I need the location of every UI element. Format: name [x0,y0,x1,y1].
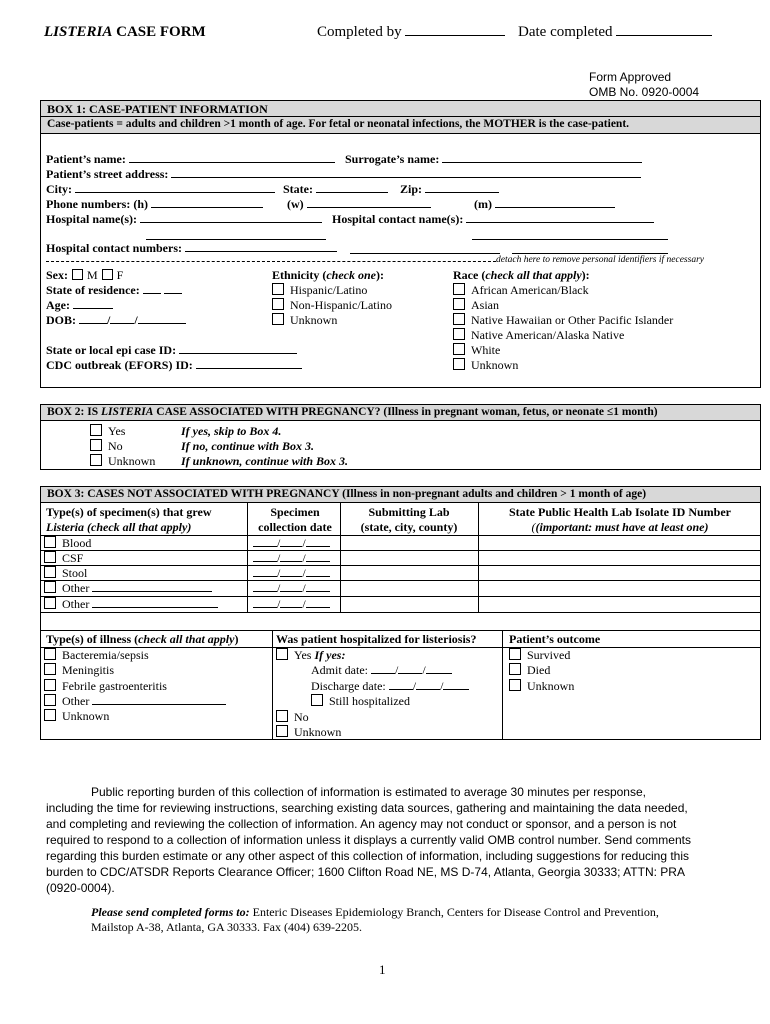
checkbox-icon[interactable] [44,709,56,721]
form-title: LISTERIA CASE FORM [44,24,206,40]
collection-date-field[interactable]: / / [253,597,330,612]
ethnicity-option[interactable]: Non-Hispanic/Latino [272,298,392,313]
checkbox-icon[interactable] [44,597,56,609]
checkbox-icon[interactable] [90,424,102,436]
checkbox-icon[interactable] [272,283,284,295]
outcome-header: Patient’s outcome [509,632,601,646]
collection-date-header: Specimen collection date [258,505,332,534]
sex-field: Sex: M F [46,268,124,282]
specimen-stool[interactable]: Stool [44,566,87,581]
checkbox-icon[interactable] [311,694,323,706]
phone-home-field[interactable]: Phone numbers: (h) [46,197,263,212]
box1-title: BOX 1: CASE-PATIENT INFORMATION [40,100,761,117]
state-field[interactable]: State: [283,182,388,197]
pregnancy-yes-option[interactable]: Yes [90,424,125,439]
illness-option[interactable]: Unknown [44,709,109,724]
checkbox-icon[interactable] [453,313,465,325]
outcome-option[interactable]: Unknown [509,679,574,694]
surrogate-name-field[interactable]: Surrogate’s name: [345,152,642,167]
illness-option[interactable]: Meningitis [44,663,114,678]
hospital-contact-name-field[interactable]: Hospital contact name(s): [332,212,654,227]
checkbox-icon[interactable] [453,358,465,370]
illness-option[interactable]: Febrile gastroenteritis [44,679,167,694]
pregnancy-unknown-option[interactable]: Unknown [90,454,155,469]
outcome-option[interactable]: Survived [509,648,570,663]
checkbox-icon[interactable] [276,710,288,722]
checkbox-icon[interactable] [44,536,56,548]
collection-date-field[interactable]: / / [253,566,330,581]
hospitalized-no-option[interactable]: No [276,710,309,725]
race-option[interactable]: Unknown [453,358,518,373]
table-divider [40,630,761,631]
race-option[interactable]: African American/Black [453,283,589,298]
epi-case-id-field[interactable]: State or local epi case ID: [46,343,297,358]
specimen-header: Type(s) of specimen(s) that grew Listeria (check all that apply) [46,505,212,534]
table-divider [40,612,761,613]
checkbox-icon[interactable] [44,679,56,691]
state-of-residence-field[interactable]: State of residence: [46,283,182,298]
hospital-name-line2 [146,239,326,240]
checkbox-icon[interactable] [453,283,465,295]
detach-line [46,261,496,262]
page-number: 1 [379,962,386,977]
checkbox-icon[interactable] [276,725,288,737]
checkbox-icon[interactable] [44,663,56,675]
specimen-blood[interactable]: Blood [44,536,91,551]
hospitalized-unknown-option[interactable]: Unknown [276,725,341,740]
ethnicity-option[interactable]: Hispanic/Latino [272,283,367,298]
ethnicity-option[interactable]: Unknown [272,313,337,328]
checkbox-icon[interactable] [44,581,56,593]
race-option[interactable]: Native Hawaiian or Other Pacific Islander [453,313,673,328]
patient-name-field[interactable]: Patient’s name: [46,152,335,167]
table-divider [40,565,761,566]
specimen-other[interactable]: Other [44,581,212,596]
pregnancy-no-option[interactable]: No [90,439,123,454]
street-address-field[interactable]: Patient’s street address: [46,167,641,182]
admit-date-field[interactable]: Admit date: / / [311,663,452,678]
hospital-number-line2 [350,253,500,254]
sex-m-checkbox[interactable] [72,269,83,280]
submitting-lab-header: Submitting Lab (state, city, county) [360,505,458,534]
form-approved: Form Approved [589,70,672,84]
hospital-number-line3 [512,253,668,254]
discharge-date-field[interactable]: Discharge date: / / [311,679,469,694]
checkbox-icon[interactable] [509,679,521,691]
box1-subtitle: Case-patients = adults and children >1 month of age. For fetal or neonatal infections, the MOTHER is the case-patient. [40,117,761,134]
collection-date-field[interactable]: / / [253,581,330,596]
phone-work-field[interactable]: (w) [287,197,431,212]
hospitalized-yes-option[interactable]: Yes If yes: [276,648,345,663]
checkbox-icon[interactable] [453,343,465,355]
efors-id-field[interactable]: CDC outbreak (EFORS) ID: [46,358,302,373]
illness-option[interactable]: Other [44,694,226,709]
sex-f-checkbox[interactable] [102,269,113,280]
still-hospitalized-option[interactable]: Still hospitalized [311,694,410,709]
date-completed-label: Date completed [518,24,712,41]
table-divider [40,550,761,551]
completed-by-label: Completed by [317,24,505,41]
pregnancy-yes-instruction: If yes, skip to Box 4. [181,424,282,438]
illness-option[interactable]: Bacteremia/sepsis [44,648,149,663]
checkbox-icon[interactable] [44,551,56,563]
collection-date-field[interactable]: / / [253,536,330,551]
omb-number: OMB No. 0920-0004 [589,85,700,99]
box2-title: BOX 2: IS LISTERIA CASE ASSOCIATED WITH PREGNANCY? (Illness in pregnant woman, fetus, or neonate ≤1 month) [40,404,761,421]
specimen-csf[interactable]: CSF [44,551,83,566]
outcome-option[interactable]: Died [509,663,550,678]
age-field[interactable]: Age: [46,298,113,313]
checkbox-icon[interactable] [90,439,102,451]
pregnancy-unknown-instruction: If unknown, continue with Box 3. [181,454,349,468]
checkbox-icon[interactable] [453,328,465,340]
race-label: Race (check all that apply): [453,268,590,282]
burden-statement: Public reporting burden of this collection of information is estimated to average 30 minutes per response, including the time for reviewing instructions, searching existing data sources, gathering and maintaining the data needed, and completing and reviewing the collection of information. An agency may not conduct or sponsor, and a person is not required to respond to a collection of information unless it displays a currently valid OMB control number. Send comments regarding this burden estimate or any other aspect of this collection of information, including suggestions for reducing this burden to CDC/ATSDR Reports Clearance Officer; 1600 Clifton Road NE, MS D-74, Atlanta, Georgia 30333; ATTN: PRA (0920-0004). [46,785,691,895]
race-option[interactable]: Native American/Alaska Native [453,328,624,343]
checkbox-icon[interactable] [509,663,521,675]
illness-header: Type(s) of illness (check all that apply) [46,632,239,646]
checkbox-icon[interactable] [44,648,56,660]
hospital-name-field[interactable]: Hospital name(s): [46,212,322,227]
send-forms-note: Please send completed forms to: Enteric Diseases Epidemiology Branch, Centers for Disease Control and Prevention, Mailstop A-38, Atlanta, GA 30333. Fax (404) 639-2205. [91,905,659,934]
checkbox-icon[interactable] [509,648,521,660]
checkbox-icon[interactable] [276,648,288,660]
race-option[interactable]: White [453,343,500,358]
phone-mobile-field[interactable]: (m) [474,197,615,212]
race-option[interactable]: Asian [453,298,499,313]
ethnicity-label: Ethnicity (check one): [272,268,384,282]
hospitalized-header: Was patient hospitalized for listeriosis? [276,632,477,646]
dob-field[interactable]: DOB: / / [46,313,186,328]
checkbox-icon[interactable] [44,566,56,578]
box3-title: BOX 3: CASES NOT ASSOCIATED WITH PREGNANCY (Illness in non-pregnant adults and children > 1 month of age) [40,486,761,503]
detach-note: detach here to remove personal identifiers if necessary [496,255,704,265]
checkbox-icon[interactable] [44,694,56,706]
checkbox-icon[interactable] [90,454,102,466]
zip-field[interactable]: Zip: [400,182,499,197]
table-divider [40,535,761,536]
hospital-numbers-field[interactable]: Hospital contact numbers: [46,241,337,256]
pregnancy-no-instruction: If no, continue with Box 3. [181,439,315,453]
checkbox-icon[interactable] [272,313,284,325]
checkbox-icon[interactable] [272,298,284,310]
collection-date-field[interactable]: / / [253,551,330,566]
isolate-id-header: State Public Health Lab Isolate ID Number ((important: must have at least one) [509,505,731,534]
city-field[interactable]: City: [46,182,275,197]
checkbox-icon[interactable] [453,298,465,310]
hospital-contact-line2 [472,239,668,240]
specimen-other[interactable]: Other [44,597,218,612]
